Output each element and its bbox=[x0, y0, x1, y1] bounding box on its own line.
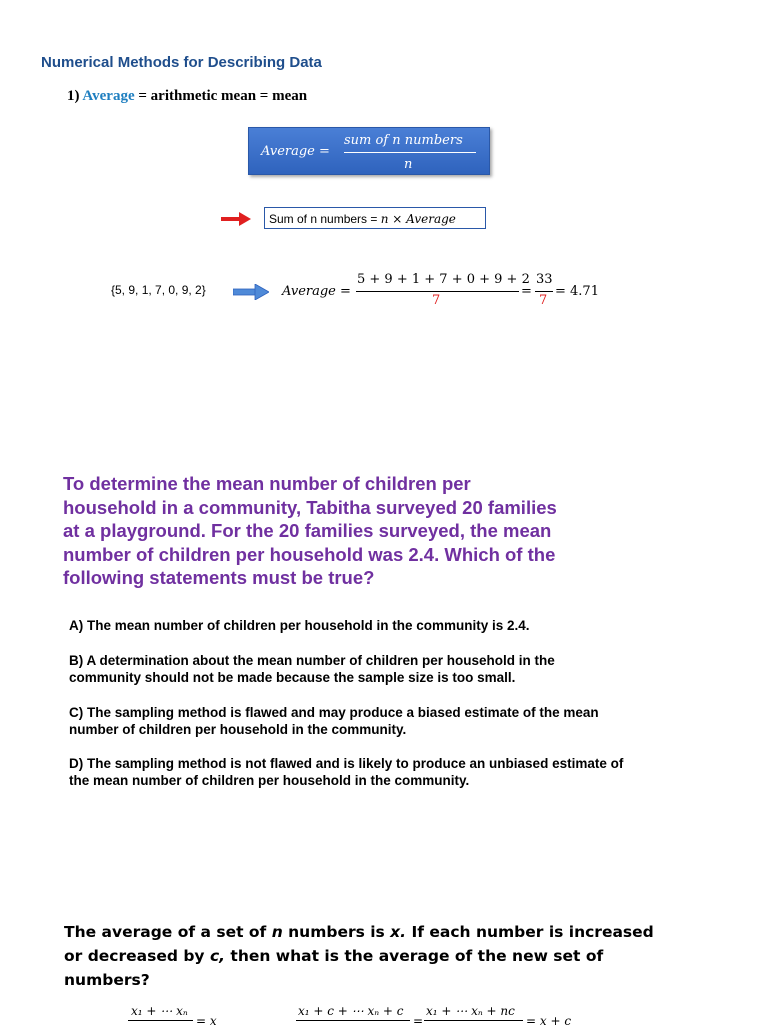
example-result: = 4.71 bbox=[555, 284, 599, 299]
average-term: Average bbox=[82, 88, 135, 104]
sum-formula-box bbox=[264, 207, 486, 229]
example-average-label: Average = bbox=[282, 284, 351, 299]
question-text: To determine the mean number of children per household in a community, Tabitha surveyed 20 families at a playground. For the 20 families surveyed, the mean number of children per household was 2.4. Which of the following statements must be true? bbox=[63, 473, 557, 588]
sum-formula-math: n × Average bbox=[380, 212, 456, 226]
bottom-left-rhs: = x bbox=[196, 1014, 217, 1028]
page-title: Numerical Methods for Describing Data bbox=[41, 54, 322, 71]
fraction-bar bbox=[344, 152, 476, 153]
definition-line bbox=[67, 88, 307, 105]
formula-denominator: n bbox=[404, 157, 413, 172]
definition-text: = arithmetic mean = mean bbox=[134, 88, 308, 104]
item-number: 1) bbox=[67, 88, 83, 104]
blue-arrow-icon bbox=[233, 284, 269, 300]
example-denominator-2: 7 bbox=[539, 293, 548, 308]
q2-part-4: then what is the average of the new set of numbers? bbox=[64, 947, 604, 989]
formula-numerator: sum of n numbers bbox=[344, 133, 463, 148]
red-arrow-icon bbox=[221, 212, 251, 226]
option-a: A) The mean number of children per household in the community is 2.4. bbox=[69, 618, 530, 633]
bottom-right-bar bbox=[424, 1020, 523, 1021]
example-numerator: 5 + 9 + 1 + 7 + 0 + 9 + 2 bbox=[357, 272, 530, 287]
example-equals: = bbox=[521, 284, 532, 299]
q2-var-c: c, bbox=[209, 947, 226, 965]
q2-part-2: numbers is bbox=[282, 923, 391, 941]
q2-part-3: If each number is increased or decreased by bbox=[64, 923, 654, 965]
bottom-left-bar bbox=[128, 1020, 193, 1021]
example-fraction-bar bbox=[356, 291, 519, 292]
bottom-right-numerator: x₁ + ⋯ xₙ + nc bbox=[426, 1004, 515, 1018]
option-b: B) A determination about the mean number of children per household in the community should not be made because the sample size is too small. bbox=[69, 653, 555, 685]
question-2-text bbox=[64, 920, 664, 992]
sum-formula-text: Sum of n numbers = bbox=[269, 212, 381, 226]
bottom-mid-equals: = bbox=[413, 1014, 424, 1028]
q2-var-x: x. bbox=[390, 923, 407, 941]
option-d: D) The sampling method is not flawed and is likely to produce an unbiased estimate of the mean number of children per household in the community. bbox=[69, 756, 624, 788]
example-set: {5, 9, 1, 7, 0, 9, 2} bbox=[111, 283, 206, 297]
example-denominator: 7 bbox=[432, 293, 441, 308]
example-numerator-sum: 33 bbox=[536, 272, 553, 287]
bottom-right-rhs: = x + c bbox=[526, 1014, 572, 1028]
q2-var-n: n bbox=[271, 923, 283, 941]
q2-part-1: The average of a set of bbox=[64, 923, 272, 941]
bottom-left-numerator: x₁ + ⋯ xₙ bbox=[131, 1004, 188, 1018]
average-formula-box bbox=[248, 127, 490, 175]
formula-lhs: Average = bbox=[261, 144, 330, 159]
bottom-mid-bar bbox=[296, 1020, 410, 1021]
bottom-mid-numerator: x₁ + c + ⋯ xₙ + c bbox=[298, 1004, 404, 1018]
example-fraction-bar-2 bbox=[535, 291, 553, 292]
option-c: C) The sampling method is flawed and may produce a biased estimate of the mean number of children per household in the community. bbox=[69, 705, 599, 737]
